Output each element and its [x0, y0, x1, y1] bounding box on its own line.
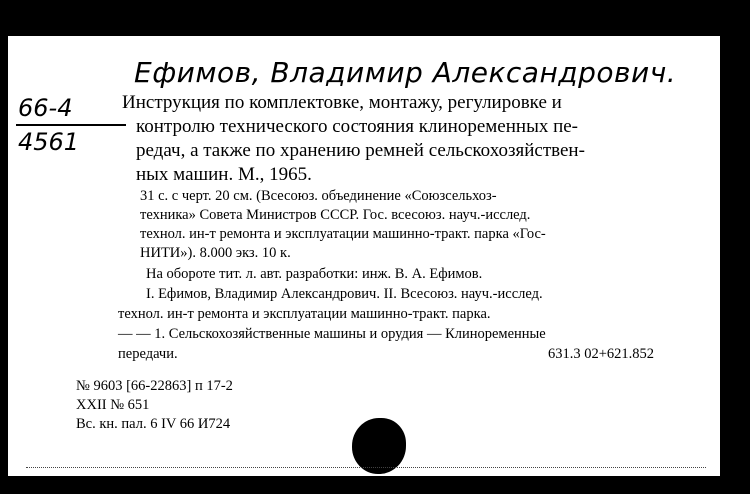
footer-line: Вс. кн. пал. 6 IV 66 И724	[76, 416, 231, 432]
note-line: На обороте тит. л. авт. разработки: инж. В. А. Ефимов.	[146, 266, 483, 282]
footer-line: XXII № 651	[76, 397, 150, 413]
call-number-top: 66-4	[18, 94, 73, 122]
title-line: контролю технического состояния клиноременных пе-	[136, 116, 579, 137]
footer-line: № 9603 [66-22863] п 17-2	[76, 378, 233, 394]
card-bottom-edge	[26, 467, 706, 468]
description-line: техника» Совета Министров СССР. Гос. всесоюз. науч.-исслед.	[140, 207, 531, 223]
title-line: ных машин. М., 1965.	[136, 164, 312, 185]
note-line: I. Ефимов, Владимир Александрович. II. Всесоюз. науч.-исслед.	[146, 286, 543, 302]
classification-index: 631.3 02+621.852	[548, 346, 655, 362]
ink-stamp-blot	[352, 418, 406, 474]
catalog-card	[8, 36, 720, 476]
handwritten-author-name: Ефимов, Владимир Александрович.	[134, 56, 677, 89]
note-line: — — 1. Сельскохозяйственные машины и орудия — Клиноременные	[118, 326, 546, 342]
call-number-bottom: 4561	[18, 128, 80, 156]
description-line: НИТИ»). 8.000 экз. 10 к.	[140, 245, 291, 261]
note-line: передачи.	[118, 346, 178, 362]
title-line: Инструкция по комплектовке, монтажу, регулировке и	[122, 92, 562, 113]
call-number-divider	[16, 124, 126, 126]
description-line: технол. ин-т ремонта и эксплуатации машинно-тракт. парка «Гос-	[140, 226, 546, 242]
note-line: технол. ин-т ремонта и эксплуатации машинно-тракт. парка.	[118, 306, 491, 322]
title-line: редач, а также по хранению ремней сельскохозяйствен-	[136, 140, 585, 161]
description-line: 31 с. с черт. 20 см. (Всесоюз. объединение «Союзсельхоз-	[140, 188, 497, 204]
